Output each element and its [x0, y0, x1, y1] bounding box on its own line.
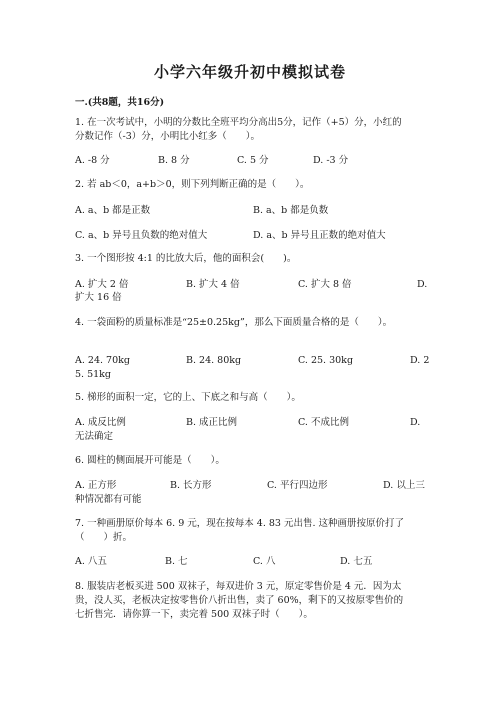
question-8-line-2: 贵，没人买，老板决定按零售价八折出售，卖了 60%，剩下的又按原零售价的 [75, 595, 404, 606]
question-1-line-2: 分数记作（-3）分，小明比小红多（ ）。 [75, 131, 261, 142]
question-1-option-a: A. -8 分 [75, 155, 110, 166]
question-7-line-2: （ ）折。 [75, 532, 133, 543]
page-title: 小学六年级升初中模拟试卷 [153, 63, 346, 81]
question-3-line-1: 3. 一个图形按 4:1 的比放大后，他的面积会( )。 [75, 253, 297, 264]
question-3-option-b: B. 扩大 4 倍 [186, 279, 240, 290]
question-1-option-d: D. -3 分 [313, 155, 349, 166]
question-6-option-b: B. 长方形 [170, 480, 212, 491]
question-5-option-a: A. 成反比例 [75, 417, 126, 428]
question-8-line-1: 8. 服装店老板买进 500 双袜子，每双进价 3 元，原定零售价是 4 元．因为太 [75, 581, 402, 592]
question-7-option-a: A. 八五 [75, 556, 107, 567]
question-1-line-1: 1. 在一次考试中，小明的分数比全班平均分高出5分，记作（+5）分，小红的 [75, 117, 402, 128]
question-7-option-b: B. 七 [165, 556, 188, 567]
question-4-option-d-part-2: 5. 51kg [75, 369, 112, 380]
question-6-option-c: C. 平行四边形 [267, 480, 328, 491]
question-4-option-a: A. 24. 70kg [75, 355, 130, 366]
question-5-option-b: B. 成正比例 [186, 417, 238, 428]
question-2-option-d: D. a、b 异号且正数的绝对值大 [253, 230, 386, 241]
question-4-option-c: C. 25. 30kg [298, 355, 354, 366]
question-4-option-b: B. 24. 80kg [186, 355, 242, 366]
question-3-option-d-text: 扩大 16 倍 [75, 292, 122, 303]
question-4-option-d-part-1: D. 2 [410, 355, 430, 366]
question-7-line-1: 7. 一种画册原价每本 6. 9 元，现在按每本 4. 83 元出售. 这种画册按原价打了 [75, 518, 405, 529]
question-5-option-d-label: D. [410, 417, 421, 428]
question-3-option-d-label: D. [417, 279, 428, 290]
question-5-option-d-text: 无法确定 [75, 431, 114, 442]
question-2-line-1: 2. 若 ab＜0，a+b＞0，则下列判断正确的是（ ）。 [75, 179, 310, 190]
question-4-line-1: 4. 一袋面粉的质量标准是“25±0.25kg”，那么下面质量合格的是（ ）。 [75, 317, 393, 328]
question-8-line-3: 七折售完．请你算一下，卖完着 500 双袜子时（ ）。 [75, 609, 313, 620]
question-6-option-a: A. 正方形 [75, 480, 117, 491]
question-3-option-a: A. 扩大 2 倍 [75, 279, 129, 290]
question-6-option-d-part-1: D. 以上三 [383, 480, 425, 491]
question-2-option-b: B. a、b 都是负数 [253, 205, 329, 216]
question-5-option-c: C. 不成比例 [298, 417, 349, 428]
question-6-option-d-part-2: 种情况都有可能 [75, 494, 142, 505]
question-5-line-1: 5. 梯形的面积一定，它的上、下底之和与高（ ）。 [75, 392, 301, 403]
question-2-option-c: C. a、b 异号且负数的绝对值大 [75, 230, 208, 241]
question-7-option-c: C. 八 [253, 556, 276, 567]
question-1-option-b: B. 8 分 [158, 155, 190, 166]
section-heading: 一.(共8题，共16分) [75, 97, 165, 108]
question-2-option-a: A. a、b 都是正数 [75, 205, 151, 216]
question-1-option-c: C. 5 分 [237, 155, 269, 166]
question-6-line-1: 6. 圆柱的侧面展开可能是（ ）。 [75, 455, 225, 466]
question-3-option-c: C. 扩大 8 倍 [298, 279, 352, 290]
question-7-option-d: D. 七五 [340, 556, 373, 567]
